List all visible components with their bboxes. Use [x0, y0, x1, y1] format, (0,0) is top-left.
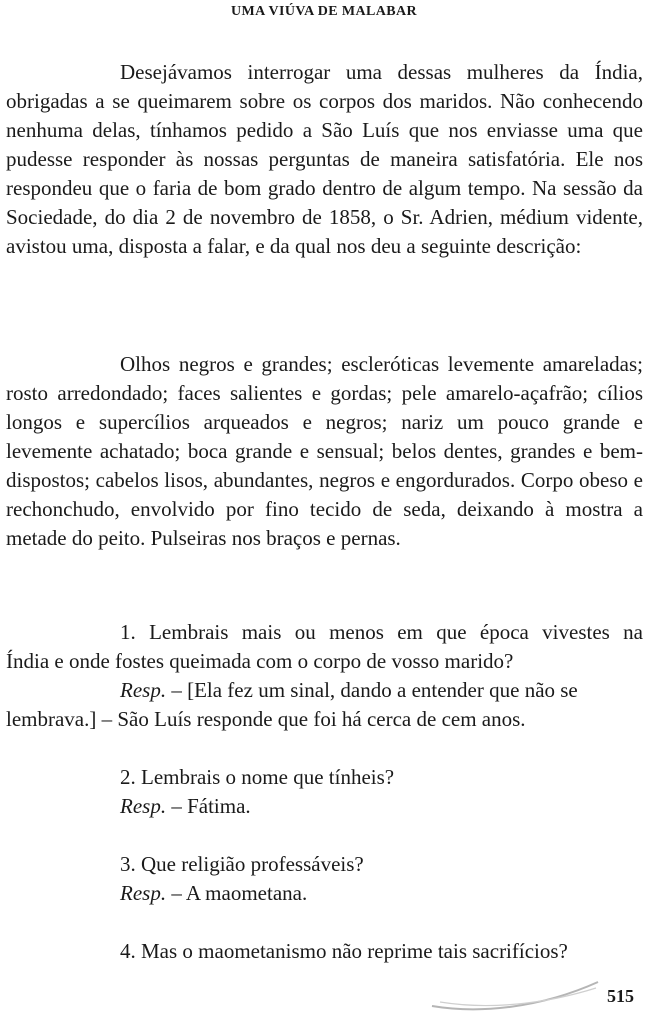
resp-label: Resp.	[120, 794, 167, 818]
answer-1-text: – [Ela fez um sinal, dando a entender que não se	[166, 678, 578, 702]
answer-3-text: – A maometana.	[166, 881, 308, 905]
answer-2	[120, 792, 643, 821]
answer-1-line-1	[120, 676, 643, 705]
paragraph-intro: Desejávamos interrogar uma dessas mulheres da Índia, obrigadas a se queimarem sobre os corpos dos maridos. Não conhecendo nenhuma delas, tínhamos pedido a São Luís que nos enviasse uma que pudesse responder às nossas perguntas de maneira satisfatória. Ele nos respondeu que o faria de bom grado dentro de algum tempo. Na sessão da Sociedade, do dia 2 de novembro de 1858, o Sr. Adrien, médium vidente, avistou uma, disposta a falar, e da qual nos deu a seguinte descrição:	[6, 60, 643, 258]
question-4: 4. Mas o maometanismo não reprime tais sacrifícios?	[120, 939, 568, 963]
decorative-swoosh-icon	[430, 978, 600, 1014]
page-number: 515	[607, 986, 634, 1006]
running-header: UMA VIÚVA DE MALABAR	[230, 4, 417, 19]
resp-label: Resp.	[120, 678, 167, 702]
resp-label: Resp.	[120, 881, 167, 905]
answer-2-text: – Fátima.	[166, 794, 251, 818]
question-3: 3. Que religião professáveis?	[120, 852, 364, 876]
answer-1-line-2: lembrava.] – São Luís responde que foi há cerca de cem anos.	[6, 707, 526, 731]
question-2: 2. Lembrais o nome que tínheis?	[120, 765, 395, 789]
answer-3	[120, 879, 643, 908]
question-1-line-2: Índia e onde fostes queimada com o corpo de vosso marido?	[6, 649, 514, 673]
paragraph-description: Olhos negros e grandes; escleróticas levemente amareladas; rosto arredondado; faces salientes e gordas; pele amarelo-açafrão; cílios longos e supercílios arqueados e negros; nariz um pouco grande e levemente achatado; boca grande e sensual; belos dentes, grandes e bem-dispostos; cabelos lisos, abundantes, negros e engordurados. Corpo obeso e rechonchudo, envolvido por fino tecido de seda, deixando à mostra a metade do peito. Pulseiras nos braços e pernas.	[6, 352, 643, 550]
question-1-line-1: 1. Lembrais mais ou menos em que época vivestes na	[120, 620, 643, 644]
